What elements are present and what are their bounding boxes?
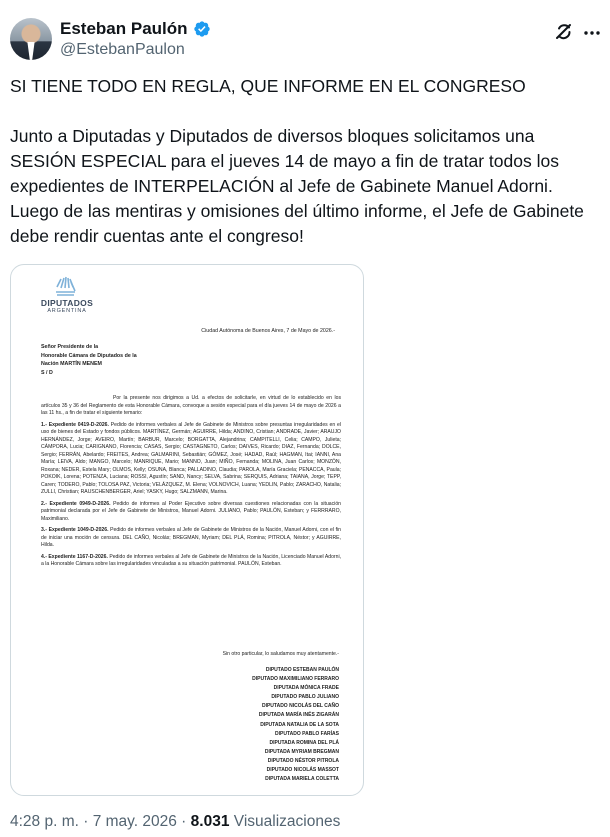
addressee-line: S / D bbox=[41, 369, 53, 376]
verified-badge-icon bbox=[193, 20, 211, 38]
attached-document-image[interactable] bbox=[10, 264, 364, 796]
addressee-line: Nación MARTÍN MENEM bbox=[41, 361, 102, 367]
item-text: Pedido de informes verbales al Jefe de Gabinete de Ministros de la Nación, Manuel Adorni, con el fin de iniciar una moción de censura. DEL CAÑO, Nicolás; BREGMAN, Myriam; DEL PLÁ, Romina; PITROLA, Néstor; y AGUIRRE, Hilda. bbox=[41, 527, 341, 548]
addressee-line: Honorable Cámara de Diputados de la bbox=[41, 352, 137, 359]
item-text: Pedido de informes verbales al Jefe de Gabinete de Ministros sobre presuntas irregularidades en el uso de bienes del Estado y fondos públicos. MARTÍNEZ, Germán; AGUIRRE, Hilda; ANDINO, Cristian; ANDRADE, Javier; ARAUJO HERNÁNDEZ, Jorge; AVEIRO, Martín; BARBUR, Marcelo; BORGATTA, Alejandrina; CAMPITELLI, Celia; CAMPO, Julieta; CÁMPORA, Lucia; CARIGNANO, Florencia; CASAS, Sergio; CASTAGNETO, Carlos; DAIVES, Ricardo; DIAZ, Fernanda; DOLCE, Sergio; FERRÁN, Abelardo; FREITES, Andrea; GALMARINI, Sebastián; GÓMEZ, José; HADAD, Raúl; HAGMAN, Itai; IANNI, Ana María; LEIVA, Aldo; MANGO, Marcelo; MANRIQUE, Mario; MANNO, Juan; MIÑO, Fernanda; MOLINA, Juan Carlos; MONZÓN, Roxana; NEDER, Estela Mary; OLMOS, Kelly; OSUNA, Blanca; PALLADINO, Claudia; PAROLA, María Graciela; PENACCA, Paula; POKOIK, Lorena; POTENZA, Luciana; ROSSI, Agustín; SAND, Nancy; SELVA, Sabrina; SERQUIS, Adriana; TAIANA, Jorge; TEPP, Caren; TODERO, Pablo; TOLOSA PAZ, Victoria; VELÁZQUEZ, M. Elena; VOLNOVICH, Luana; YEDLIN, Pablo; ZARACHO, Natalia; ZULLI, Christian; RAUSCHENBERGER, Ariel; YASKY, Hugo; SALZMANN, Marina. bbox=[41, 421, 341, 495]
avatar[interactable] bbox=[10, 18, 52, 60]
document-item bbox=[41, 501, 341, 524]
signatory: DIPUTADA ROMINA DEL PLÁ bbox=[269, 739, 339, 746]
document-page bbox=[11, 265, 364, 796]
logo-title: DIPUTADOS bbox=[40, 298, 94, 308]
tweet-text bbox=[10, 74, 595, 249]
more-icon[interactable] bbox=[584, 30, 600, 36]
item-title: 2.- Expediente 0949-D-2026. bbox=[41, 500, 111, 507]
signatory: DIPUTADO NICOLÁS DEL CAÑO bbox=[261, 703, 339, 710]
signatory: DIPUTADO PABLO JULIANO bbox=[271, 694, 339, 701]
document-addressee bbox=[41, 343, 137, 377]
document-item bbox=[41, 527, 341, 550]
signatory: DIPUTADA NATALIA DE LA SOTA bbox=[260, 721, 339, 728]
addressee-line: Señor Presidente de la bbox=[41, 344, 99, 350]
document-item bbox=[41, 554, 341, 569]
signatory: DIPUTADO NICOLÁS MASSOT bbox=[266, 767, 339, 774]
views-label: Visualizaciones bbox=[229, 813, 341, 830]
tweet-date[interactable]: 7 may. 2026 bbox=[92, 813, 177, 830]
meta-separator: · bbox=[176, 813, 191, 830]
item-text: Pedido de informes al Poder Ejecutivo sobre diversas cuestiones relacionadas con la situación patrimonial declarada por el Jefe de Gabinete de Ministros, Manuel Adorni. JULIANO, Pablo; PAULÓN, Esteban; y FERRRARO, Maximiliano. bbox=[41, 500, 341, 522]
item-text: Pedido de informes verbales al Jefe de Gabinete de Ministros de la Nación, Licenciado Manuel Adorni, a la Honorable Cámara sobre las irregularidades vinculadas a su situación patrimonial. PAULÓN, Esteban. bbox=[41, 553, 341, 567]
signatory: DIPUTADO ESTEBAN PAULÓN bbox=[265, 667, 339, 673]
tweet-time[interactable]: 4:28 p. m. bbox=[10, 813, 79, 830]
tweet-meta bbox=[10, 813, 340, 831]
item-title: 3.- Expediente 1049-D-2026. bbox=[41, 527, 109, 533]
signatory: DIPUTADO PABLO FARÍAS bbox=[275, 730, 339, 737]
signatory: DIPUTADO MAXIMILIANO FERRARO bbox=[252, 676, 339, 683]
author-handle[interactable]: @EstebanPaulon bbox=[60, 41, 185, 58]
views-count: 8.031 bbox=[190, 813, 230, 830]
meta-separator: · bbox=[78, 813, 93, 830]
document-signatories bbox=[252, 666, 339, 784]
item-title: 4.- Expediente 1167-D-2026. bbox=[41, 553, 108, 560]
tweet-paragraph-1: SI TIENE TODO EN REGLA, QUE INFORME EN EL CONGRESO bbox=[10, 76, 526, 96]
item-title: 1.- Expediente 0419-D-2026. bbox=[41, 421, 109, 428]
signatory: DIPUTADA MARIELA COLETTA bbox=[265, 776, 339, 783]
diputados-emblem-icon bbox=[53, 275, 79, 299]
document-item bbox=[41, 422, 341, 497]
tweet-header bbox=[10, 14, 600, 64]
signatory: DIPUTADA MARÍA INÉS ZIGARÁN bbox=[258, 712, 339, 719]
signatory: DIPUTADA MYRIAM BREGMAN bbox=[264, 748, 339, 755]
author-name[interactable]: Esteban Paulón bbox=[60, 19, 188, 38]
document-closing: Sin otro particular, lo saludamos muy atentamente.- bbox=[222, 651, 339, 657]
author-name-row bbox=[60, 19, 211, 39]
tweet-paragraph-2: Junto a Diputadas y Diputados de diversos bloques solicitamos una SESIÓN ESPECIAL para el jueves 14 de mayo a fin de tratar todos los expedientes de INTERPELACIÓN al Jefe de Gabinete Manuel Adorni. Luego de las mentiras y omisiones del último informe, el Jefe de Gabinete debe rendir cuentas ante el congreso! bbox=[10, 126, 584, 246]
diputados-logo bbox=[39, 275, 99, 325]
signatory: DIPUTADA MÓNICA FRADE bbox=[273, 685, 339, 692]
document-date: Ciudad Autónoma de Buenos Aires, 7 de Mayo de 2026.- bbox=[201, 328, 335, 334]
logo-subtitle: ARGENTINA bbox=[47, 308, 87, 314]
document-body bbox=[41, 395, 341, 573]
document-intro: Por la presente nos dirigimos a Ud. a efectos de solicitarle, en virtud de lo establecido en los artículos 35 y 36 del Reglamento de esta Honorable Cámara, convoque a sesión especial para el día jueves 14 de mayo de 2026 a las 11 hs., a fin de tratar el siguiente temario: bbox=[41, 395, 341, 416]
signatory: DIPUTADO NÉSTOR PITROLA bbox=[267, 757, 339, 764]
grok-icon[interactable] bbox=[554, 22, 574, 42]
